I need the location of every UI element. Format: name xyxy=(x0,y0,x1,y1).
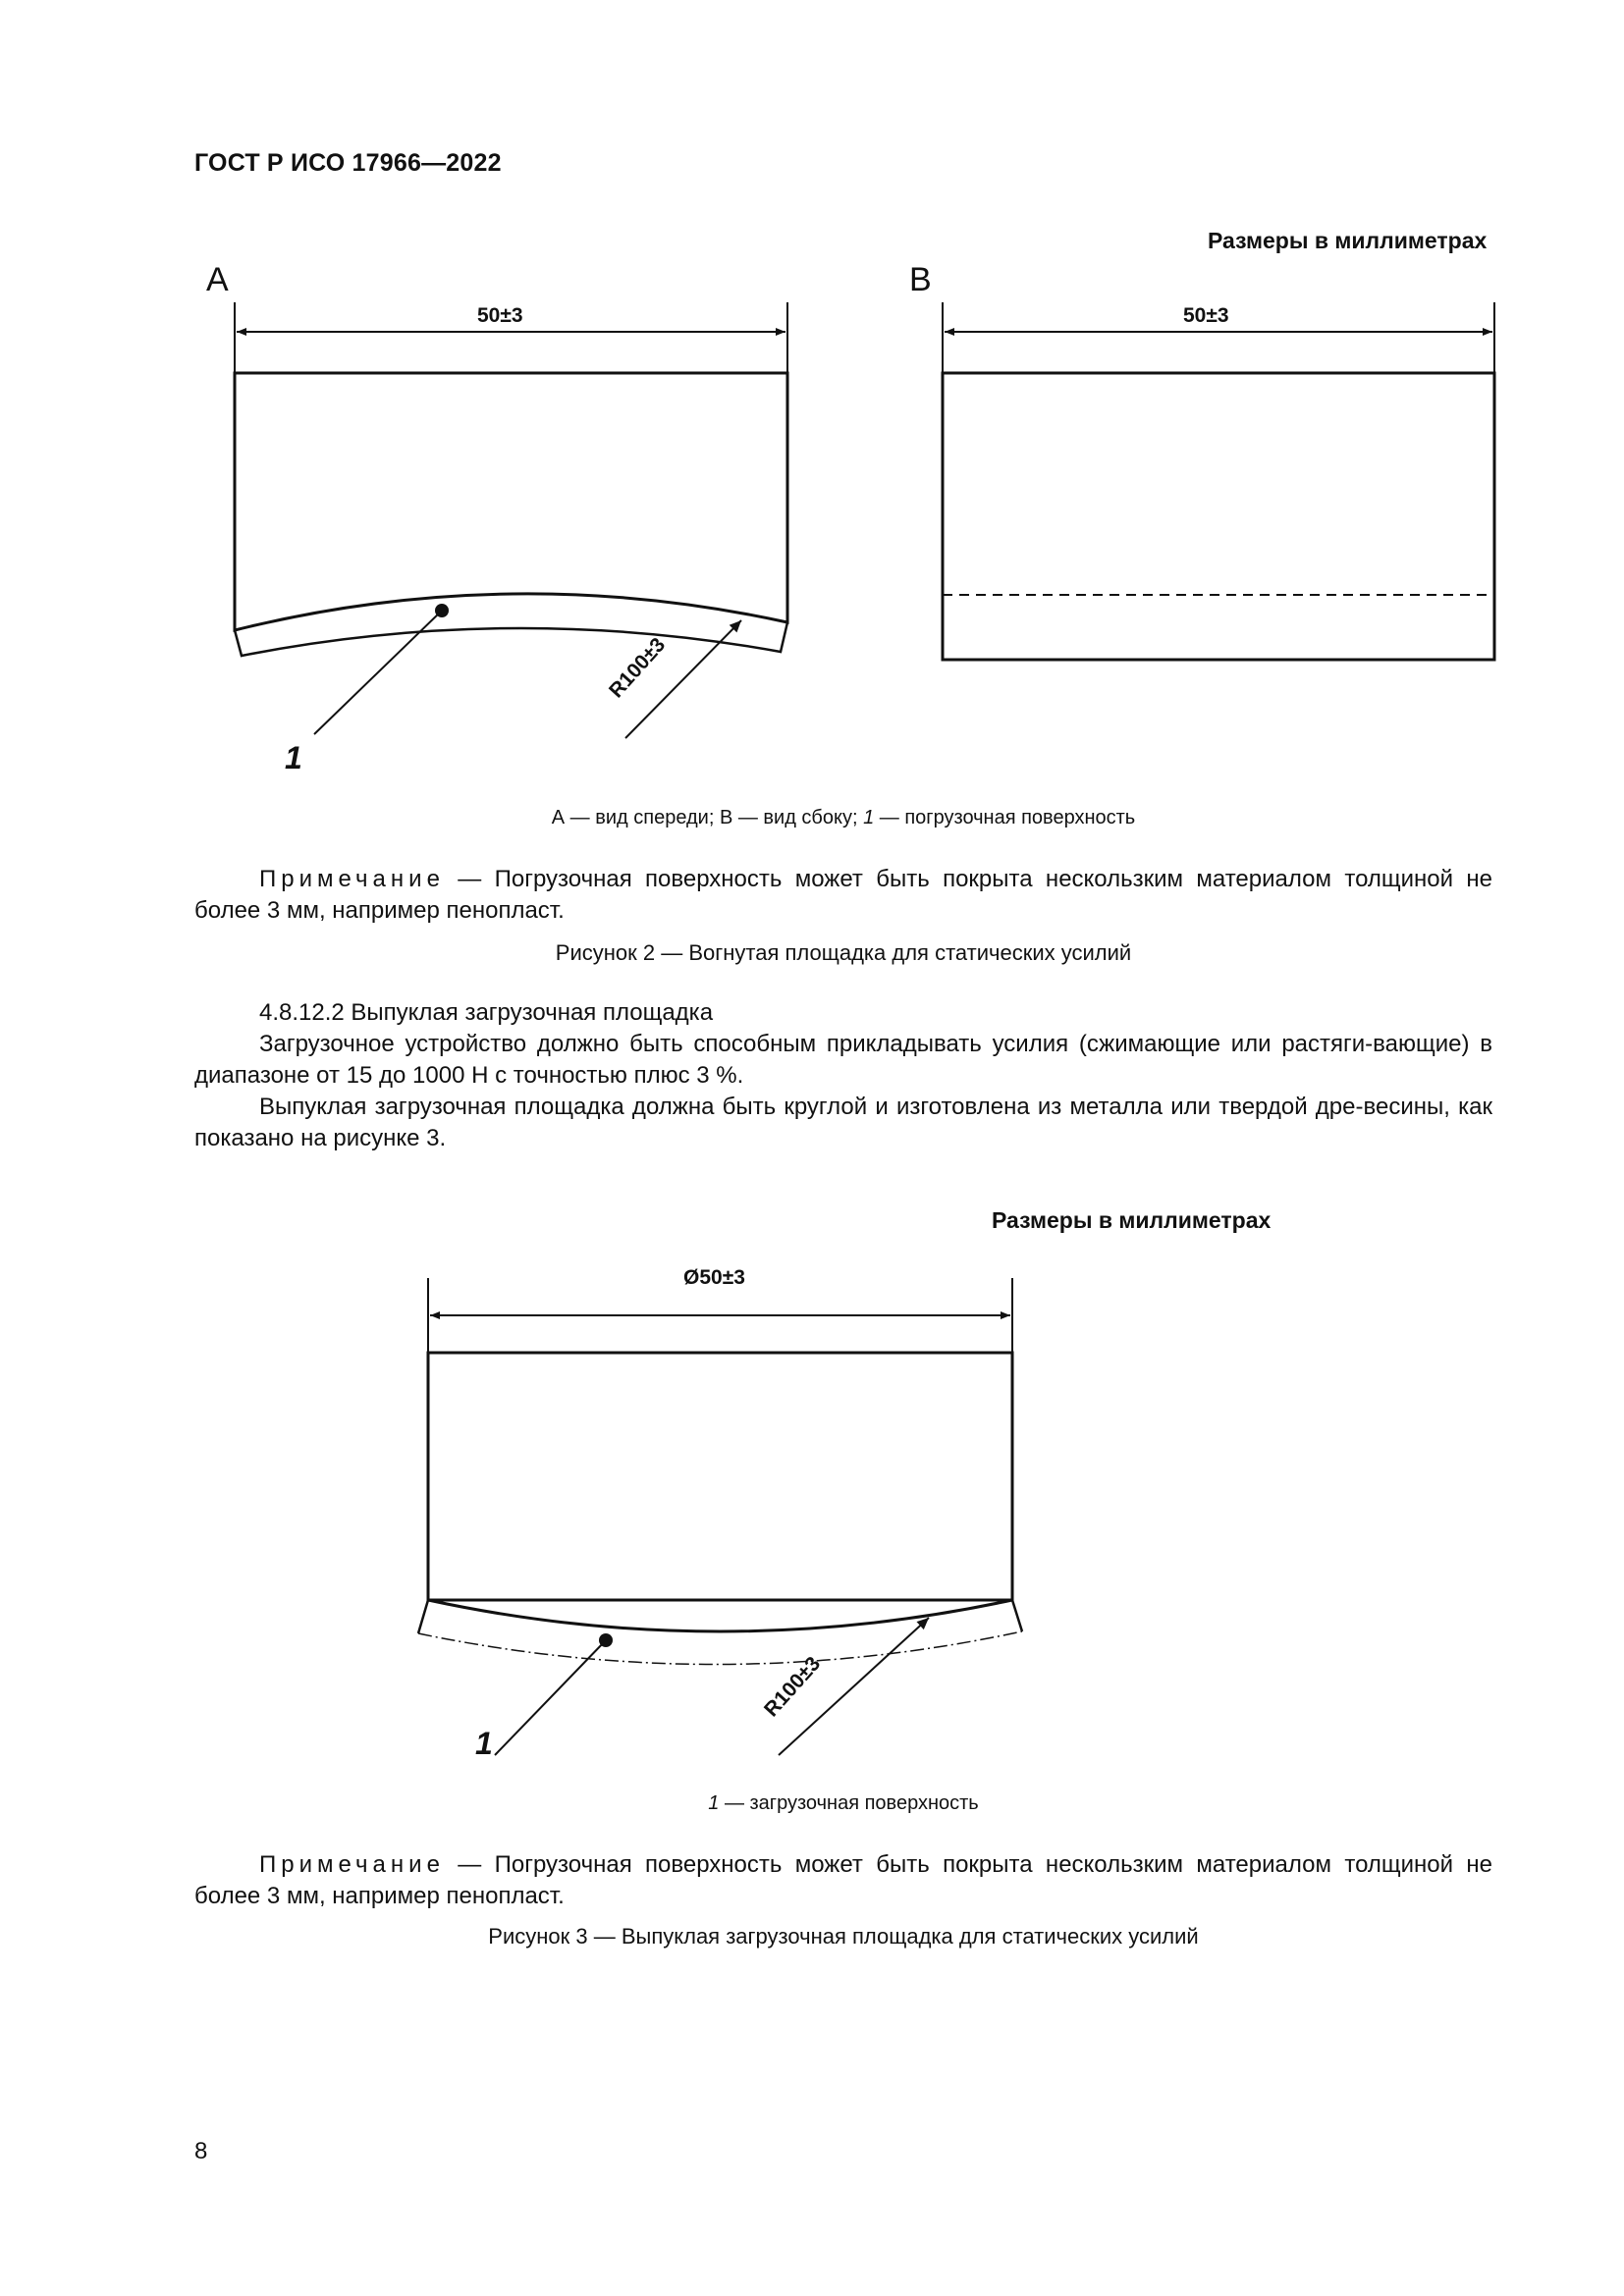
section-paragraph-1: Загрузочное устройство должно быть способным прикладывать усилия (сжимающие или растяги-вающие) в диапазоне от 15 до 1000 Н с точностью плюс 3 %. xyxy=(194,1031,1492,1089)
figure3-caption: Рисунок 3 — Выпуклая загрузочная площадка для статических усилий xyxy=(488,1924,1199,1949)
figure3-dimension-label: Ø50±3 xyxy=(683,1266,745,1289)
figure3-surface-band xyxy=(418,1600,1022,1633)
figure3-surface-dashdot xyxy=(418,1631,1022,1665)
figure3-callout-number: 1 xyxy=(475,1726,493,1761)
figure3-convex-surface xyxy=(428,1600,1012,1631)
figure2-view-a-label: A xyxy=(206,261,229,298)
figure2-view-b-label: B xyxy=(909,261,932,298)
figure3-pad-body xyxy=(428,1353,1012,1600)
view-a-callout-number: 1 xyxy=(285,740,302,775)
figure3-radius-label: R100±3 xyxy=(760,1652,826,1722)
figure2-legend: А — вид спереди; В — вид сбоку; 1 — погрузочная поверхность xyxy=(551,807,1136,828)
figure2-units-note: Размеры в миллиметрах xyxy=(1208,228,1488,253)
document-header: ГОСТ Р ИСО 17966—2022 xyxy=(194,149,502,177)
figure3-units-note: Размеры в миллиметрах xyxy=(992,1207,1272,1233)
figure3-note: Примечание — Погрузочная поверхность может быть покрыта нескользким материалом толщиной не более 3 мм, например пенопласт. xyxy=(194,1851,1492,1909)
view-b-dimension-label: 50±3 xyxy=(1183,304,1229,327)
view-a-callout-leader xyxy=(314,611,442,734)
view-a-surface-dashdot xyxy=(242,628,781,656)
view-b-pad-body xyxy=(943,373,1494,660)
page-number: 8 xyxy=(194,2138,208,2164)
view-a-pad-body xyxy=(235,373,787,630)
view-a-radius-label: R100±3 xyxy=(605,633,671,703)
view-a-dimension-label: 50±3 xyxy=(477,304,523,327)
figure3-callout-leader xyxy=(495,1640,606,1755)
section-block xyxy=(194,997,1492,1154)
figure2-caption: Рисунок 2 — Вогнутая площадка для статических усилий xyxy=(555,940,1132,965)
figure3-legend: 1 — загрузочная поверхность xyxy=(708,1792,979,1814)
section-paragraph-2: Выпуклая загрузочная площадка должна быть круглой и изготовлена из металла или твердой дре-весины, как показано на рисунке 3. xyxy=(194,1094,1492,1151)
figure2-note: Примечание — Погрузочная поверхность может быть покрыта нескользким материалом толщиной не более 3 мм, например пенопласт. xyxy=(194,866,1492,924)
view-a-loading-surface xyxy=(235,622,787,656)
section-heading: 4.8.12.2 Выпуклая загрузочная площадка xyxy=(259,999,714,1026)
